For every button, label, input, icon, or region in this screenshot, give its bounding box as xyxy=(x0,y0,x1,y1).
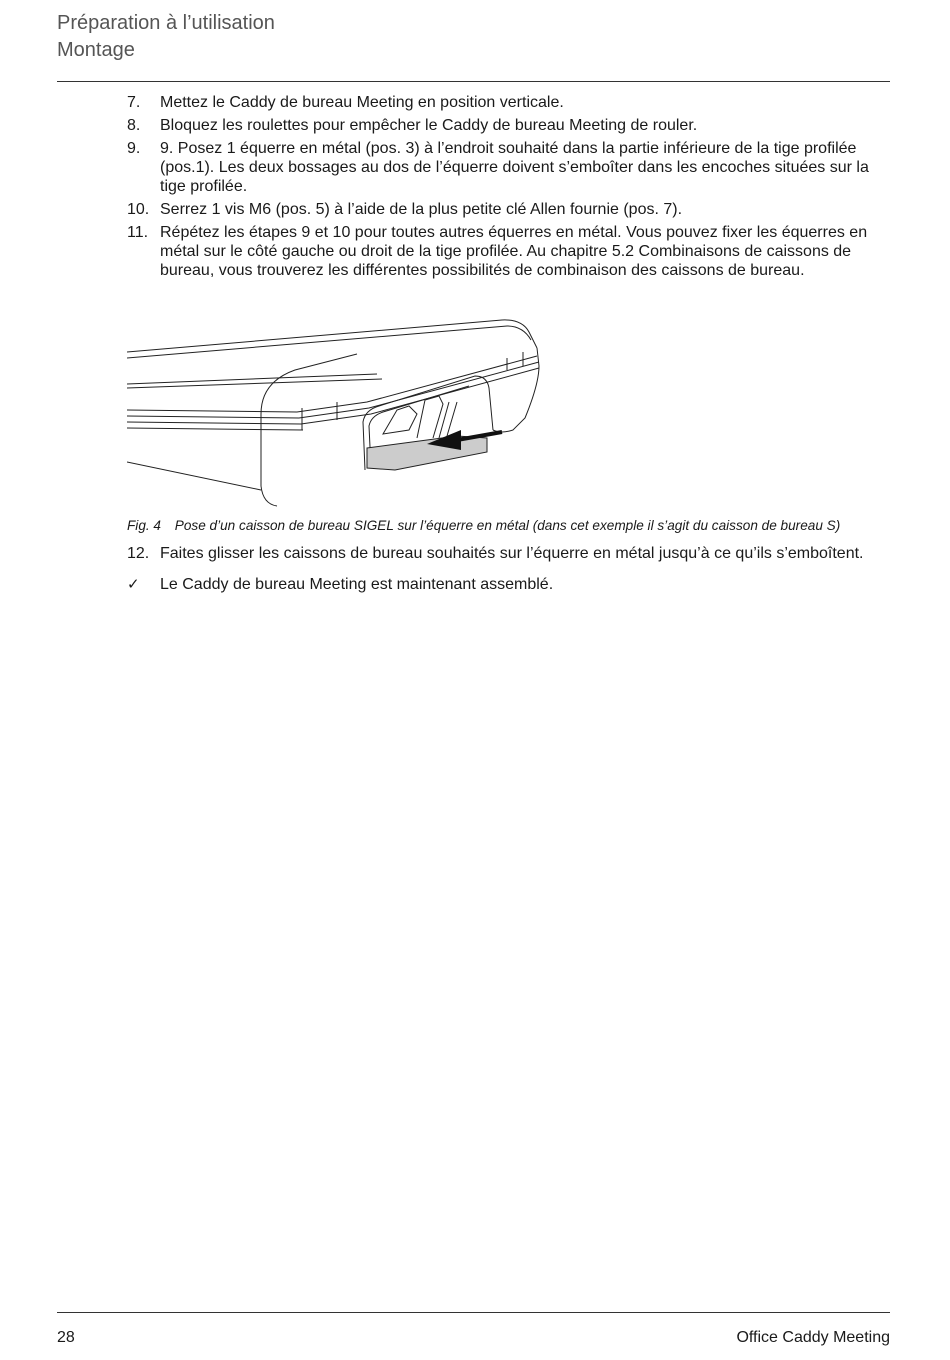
page-header xyxy=(57,10,275,64)
step-number: 9. xyxy=(127,140,141,157)
step-item xyxy=(127,544,892,563)
instruction-list-continued xyxy=(127,544,892,594)
figure-label: Fig. 4 xyxy=(127,518,161,533)
header-divider xyxy=(57,81,890,82)
footer-divider xyxy=(57,1312,890,1313)
assembly-illustration xyxy=(127,318,547,510)
step-text: Serrez 1 vis M6 (pos. 5) à l’aide de la plus petite clé Allen fournie (pos. 7). xyxy=(160,201,683,218)
instruction-list xyxy=(127,93,892,284)
step-item xyxy=(127,223,892,280)
step-text: Répétez les étapes 9 et 10 pour toutes autres équerres en métal. Vous pouvez fixer les équerres en métal sur le côté gauche ou droit de la tige profilée. Au chapitre 5.2 Combinaisons de caissons de bureau, vous trouverez les différentes possibilités de combinaison des caissons de bureau. xyxy=(160,224,868,279)
result-text: Le Caddy de bureau Meeting est maintenant assemblé. xyxy=(160,576,554,593)
subsection-title: Montage xyxy=(57,39,135,61)
result-item xyxy=(127,575,892,594)
step-item xyxy=(127,93,892,112)
step-item xyxy=(127,116,892,135)
step-item xyxy=(127,139,892,196)
step-item xyxy=(127,200,892,219)
page-number: 28 xyxy=(57,1329,75,1346)
step-number: 8. xyxy=(127,117,141,134)
step-number: 10. xyxy=(127,201,150,218)
step-number: 7. xyxy=(127,94,141,111)
step-text: Mettez le Caddy de bureau Meeting en position verticale. xyxy=(160,94,564,111)
step-number: 12. xyxy=(127,545,150,562)
section-title: Préparation à l’utilisation xyxy=(57,12,275,34)
step-text: Bloquez les roulettes pour empêcher le Caddy de bureau Meeting de rouler. xyxy=(160,117,698,134)
checkmark-icon: ✓ xyxy=(127,575,140,593)
step-number: 11. xyxy=(127,224,149,241)
figure-caption xyxy=(127,518,840,533)
step-text: Faites glisser les caissons de bureau souhaités sur l’équerre en métal jusqu’à ce qu’ils s’emboîtent. xyxy=(160,545,864,562)
product-name: Office Caddy Meeting xyxy=(736,1329,890,1346)
step-text: 9. Posez 1 équerre en métal (pos. 3) à l’endroit souhaité dans la partie inférieure de la tige profilée (pos.1). Les deux bossages au dos de l’équerre doivent s’emboîter dans les encoches situées sur la tige profilée. xyxy=(160,140,869,195)
figure-caption-text: Pose d’un caisson de bureau SIGEL sur l’équerre en métal (dans cet exemple il s’agit du caisson de bureau S) xyxy=(174,518,841,533)
